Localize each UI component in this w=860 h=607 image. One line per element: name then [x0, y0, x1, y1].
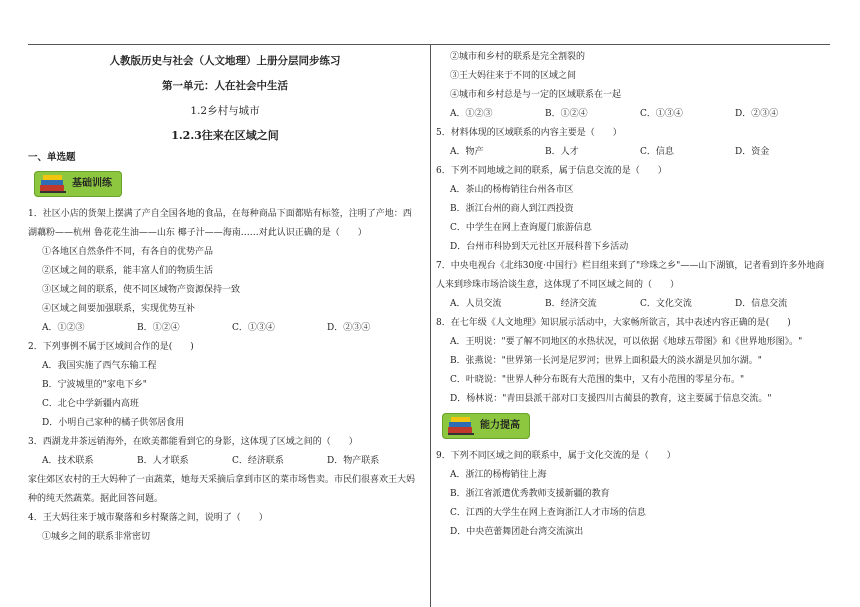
- q3-option-c[interactable]: C．经济联系: [232, 456, 284, 466]
- q5-options: [450, 143, 830, 162]
- q7-stem-cont: 人来到珍珠市场洽谈生意，这体现了不同区域之间的（ ）: [436, 280, 680, 290]
- lesson-title: 1.2乡村与城市: [190, 105, 260, 117]
- q5-stem: 5．材料体现的区域联系的内容主要是（ ）: [436, 128, 622, 138]
- section-title: 1.2.3往来在区域之间: [171, 129, 279, 142]
- badge-label: 基础训练: [72, 178, 112, 189]
- advanced-badge: [442, 413, 530, 439]
- badge-label: 能力提高: [480, 420, 520, 431]
- q2-option-c[interactable]: C．北仑中学新疆内高班: [42, 399, 139, 409]
- q5-option-d[interactable]: D．资金: [735, 147, 770, 157]
- q5-option-a[interactable]: A．物产: [450, 147, 484, 157]
- q7-options: [450, 295, 830, 314]
- q1-option-d[interactable]: D．②③④: [327, 323, 371, 333]
- q7-option-c[interactable]: C．文化交流: [640, 299, 692, 309]
- q1-statement-2: ②区域之间的联系，能丰富人们的物质生活: [42, 266, 214, 276]
- q8-option-d[interactable]: D．杨林说："青田县派干部对口支援四川古蔺县的教育，这主要属于信息交流。": [450, 394, 772, 404]
- q7-stem: 7．中央电视台《北纬30度·中国行》栏目组来到了"珍珠之乡"——山下湖镇，记者看到许多外地商: [436, 261, 825, 271]
- q5-option-b[interactable]: B．人才: [545, 147, 579, 157]
- q1-options: [42, 319, 422, 338]
- q3-option-a[interactable]: A．技术联系: [42, 456, 94, 466]
- q6-stem: 6．下列不同地域之间的联系，属于信息交流的是（ ）: [436, 166, 667, 176]
- column-divider: [430, 44, 431, 607]
- q1-option-a[interactable]: A．①②③: [42, 323, 85, 333]
- q7-option-d[interactable]: D．信息交流: [735, 299, 788, 309]
- basic-training-badge: [34, 171, 122, 197]
- q7-option-b[interactable]: B．经济交流: [545, 299, 597, 309]
- q4-option-a[interactable]: A．①②③: [450, 109, 493, 119]
- left-column: [28, 48, 422, 547]
- q1-statement-4: ④区域之间要加强联系，实现优势互补: [42, 304, 196, 314]
- q3-option-d[interactable]: D．物产联系: [327, 456, 380, 466]
- q6-option-c[interactable]: C．中学生在网上查询厦门旅游信息: [450, 223, 592, 233]
- q3-options: [42, 452, 422, 471]
- q4-statement-2: ②城市和乡村的联系是完全割裂的: [450, 52, 586, 62]
- q4-options: [450, 105, 830, 124]
- q1-statement-1: ①各地区自然条件不同，有各自的优势产品: [42, 247, 214, 257]
- q6-option-d[interactable]: D．台州市科协到天元社区开展科普下乡活动: [450, 242, 629, 252]
- q3-stem: 3．西湖龙井茶远销海外，在欧美都能看到它的身影，这体现了区域之间的（ ）: [28, 437, 358, 447]
- q9-option-c[interactable]: C．江西的大学生在网上查询浙江人才市场的信息: [450, 508, 646, 518]
- unit-title: 第一单元：人在社会中生活: [162, 80, 288, 92]
- q9-option-d[interactable]: D．中央芭蕾舞团赴台湾交流演出: [450, 527, 584, 537]
- section-label: 一、单选题: [28, 152, 76, 163]
- q2-option-d[interactable]: D．小明自己家种的橘子供邻居食用: [42, 418, 185, 428]
- q4-option-d[interactable]: D．②③④: [735, 109, 779, 119]
- q1-option-c[interactable]: C．①③④: [232, 323, 275, 333]
- q4-statement-3: ③王大妈往来于不同的区域之间: [450, 71, 577, 81]
- q2-option-a[interactable]: A．我国实施了西气东输工程: [42, 361, 157, 371]
- q4-stem: 4．王大妈往来于城市聚落和乡村聚落之间，说明了（ ）: [28, 513, 268, 523]
- q8-stem: 8．在七年级《人文地理》知识展示活动中，大家畅所欲言，其中表述内容正确的是( ): [436, 318, 791, 328]
- books-icon: [446, 415, 476, 437]
- q7-option-a[interactable]: A．人员交流: [450, 299, 502, 309]
- document-title: 人教版历史与社会（人文地理）上册分层同步练习: [109, 55, 341, 67]
- q2-stem: 2．下列事例不属于区域间合作的是( ): [28, 342, 194, 352]
- q1-option-b[interactable]: B．①②④: [137, 323, 180, 333]
- q9-option-a[interactable]: A．浙江的杨梅销往上海: [450, 470, 547, 480]
- q4-option-b[interactable]: B．①②④: [545, 109, 588, 119]
- q6-option-b[interactable]: B．浙江台州的商人到江西投资: [450, 204, 574, 214]
- q3-option-b[interactable]: B．人才联系: [137, 456, 189, 466]
- top-rule: [28, 44, 830, 45]
- material-text-cont: 种的纯天然蔬菜。据此回答问题。: [28, 494, 164, 504]
- q6-option-a[interactable]: A．茶山的杨梅销往台州各市区: [450, 185, 574, 195]
- q9-stem: 9．下列不同区域之间的联系中，属于文化交流的是（ ）: [436, 451, 676, 461]
- books-icon: [38, 173, 68, 195]
- q1-statement-3: ③区域之间的联系，使不同区域物产资源保持一致: [42, 285, 241, 295]
- q4-statement-1: ①城乡之间的联系非常密切: [42, 532, 151, 542]
- q8-option-a[interactable]: A．王明说："要了解不同地区的水热状况，可以依据《地球五带图》和《世界地形图》。": [450, 337, 803, 347]
- right-column: [436, 48, 830, 542]
- q5-option-c[interactable]: C．信息: [640, 147, 674, 157]
- q2-option-b[interactable]: B．宁波城里的"家电下乡": [42, 380, 147, 390]
- material-text: 家住郊区农村的王大妈种了一亩蔬菜，她每天采摘后拿到市区的菜市场售卖。市民们很喜欢王大妈: [28, 475, 416, 485]
- q4-option-c[interactable]: C．①③④: [640, 109, 683, 119]
- q9-option-b[interactable]: B．浙江省派遣优秀教师支援新疆的教育: [450, 489, 610, 499]
- q1-stem-cont: 湖藕粉——杭州 鲁花花生油——山东 椰子汁——海南……对此认识正确的是（ ）: [28, 228, 367, 238]
- q8-option-b[interactable]: B．张燕说："世界第一长河是尼罗河；世界上面积最大的淡水湖是贝加尔湖。": [450, 356, 762, 366]
- q4-statement-4: ④城市和乡村总是与一定的区域联系在一起: [450, 90, 622, 100]
- q8-option-c[interactable]: C．叶晓说："世界人种分布既有大范围的集中，又有小范围的零星分布。": [450, 375, 745, 385]
- q1-stem: 1．社区小店的货架上摆满了产自全国各地的食品，在每种商品下面都贴有标签，注明了产地：西: [28, 209, 412, 219]
